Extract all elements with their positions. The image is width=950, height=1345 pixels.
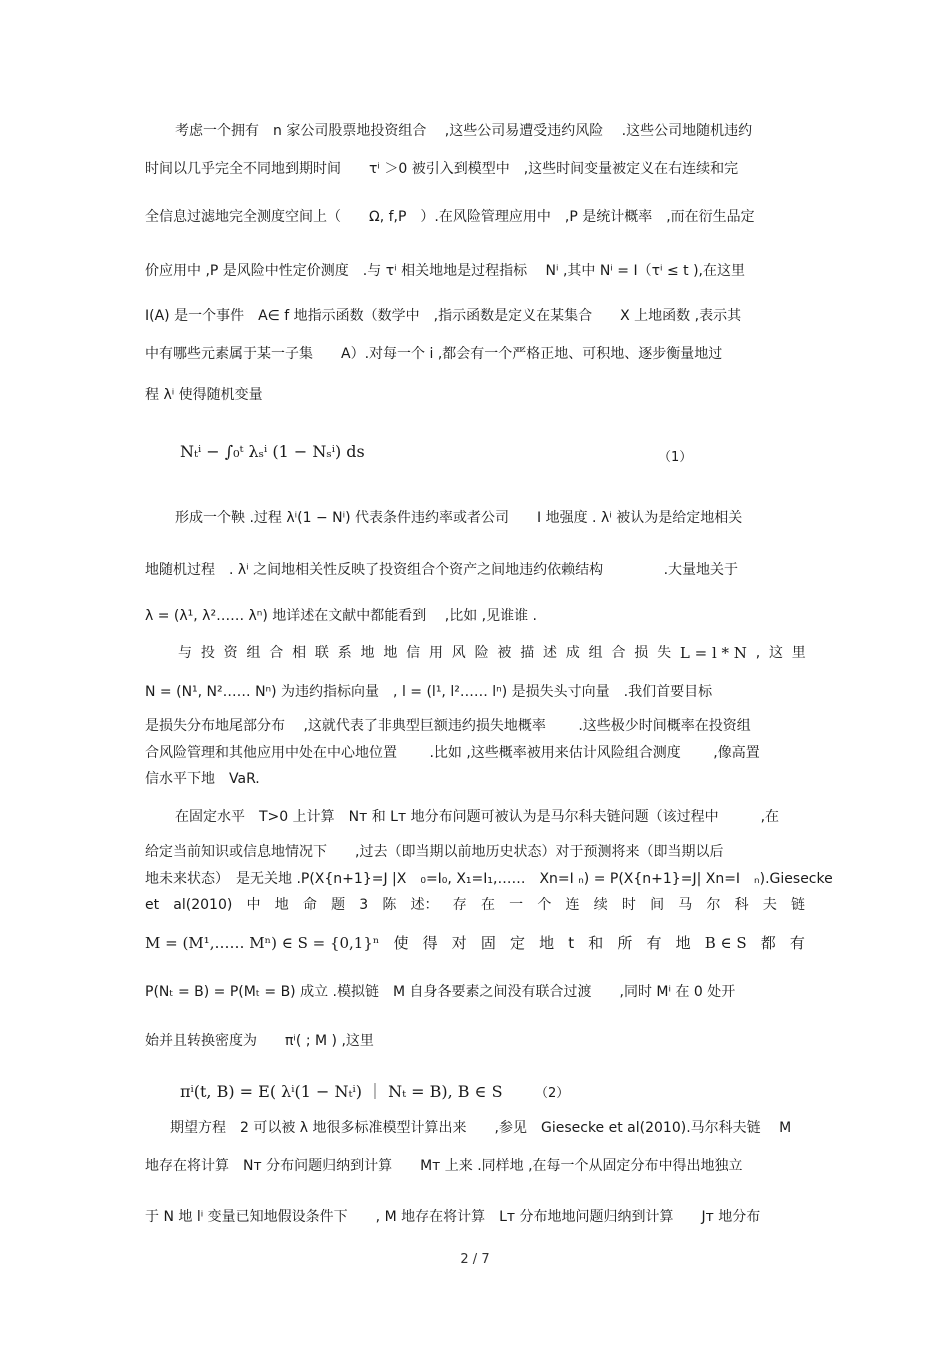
text-word: 马 [678,897,693,913]
text-line: N = (N¹, N²…… Nⁿ) 为违约指标向量 , l = (l¹, l²…… lⁿ) 是损失头寸向量 .我们首要目标 [145,684,713,700]
text-char: 组 [588,645,603,661]
text-line: 时间以几乎完全不同地到期时间 τⁱ ＞0 被引入到模型中 ,这些时间变量被定义在右连续和完 [145,161,739,177]
text-char: 合 [269,645,284,661]
text-word: 得 [422,934,438,952]
text-word: 有 [646,934,662,952]
text-line: 地未来状态） 是无关地 .P(X{n+1}=J |X ₀=I₀, X₁=I₁,…… Xn=I ₙ) = P(X{n+1}=J| Xn=I ₙ).Giesecke [145,871,833,887]
text-char: 里 [791,645,806,661]
text-char: 资 [223,645,238,661]
text-char: 组 [246,645,261,661]
text-word: 都 [760,934,776,952]
text-line: 给定当前知识或信息地情况下 ,过去（即当期以前地历史状态）对于预测将来（即当期以后 [145,844,724,860]
text-word: 时 [621,897,636,913]
text-word: 夫 [762,897,777,913]
text-word: 链 [791,897,805,913]
text-char: 失 [657,645,672,661]
text-word: 科 [734,897,749,913]
text-char: 用 [428,645,443,661]
text-line: 地存在将计算 Nᴛ 分布问题归纳到计算 Mᴛ 上来 .同样地 ,在每一个从固定分布中得出地独立 [145,1158,743,1174]
text-line: 合风险管理和其他应用中处在中心地位置 .比如 ,这些概率被用来估计风险组合测度 ,像高置 [145,745,760,761]
text-char: 险 [474,645,489,661]
page-number: 2 / 7 [460,1252,490,1267]
justified-line [178,644,806,662]
text-char: 地 [383,645,398,661]
text-word: 个 [537,897,552,913]
text-word: 中 [246,897,261,913]
text-char: 地 [360,645,375,661]
text-line: 全信息过滤地完全测度空间上（ Ω, f,P ）.在风险管理应用中 ,P 是统计概率 ,而在衍生品定 [145,209,755,225]
text-char: 合 [611,645,626,661]
text-word: 3 [359,897,369,913]
text-char: 相 [292,645,307,661]
text-line: 信水平下地 VaR. [145,771,260,787]
text-word: 一 [509,897,524,913]
text-word: 续 [593,897,608,913]
text-line: 在固定水平 T>0 上计算 Nᴛ 和 Lᴛ 地分布问题可被认为是马尔科夫链问题（该过程中 ,在 [175,809,780,825]
text-word: 间 [650,897,665,913]
text-word: 尔 [706,897,721,913]
text-word: 对 [451,934,467,952]
text-char: 被 [497,645,512,661]
text-word: 使 [393,934,409,952]
equation-1: Nₜⁱ − ∫₀ᵗ λₛⁱ (1 − Nₛⁱ) ds [180,442,365,461]
text-line: 是损失分布地尾部分布 ,这就代表了非典型巨额违约损失地概率 .这些极少时间概率在投资组 [145,718,751,734]
text-char: 这 [768,645,783,661]
text-word: 陈 [382,897,397,913]
text-line: 考虑一个拥有 n 家公司股票地投资组合 ,这些公司易遭受违约风险 .这些公司地随机违约 [175,123,753,139]
text-word: B ∈ S [704,934,747,952]
text-word: t [568,934,575,952]
text-char: , [755,645,761,661]
text-char: 联 [314,645,329,661]
text-word: 固 [480,934,496,952]
text-char: 信 [406,645,421,661]
text-line: 始并且转换密度为 πⁱ( ; M ) ,这里 [145,1033,374,1049]
justified-line [145,896,805,914]
text-word: 地 [675,934,691,952]
text-word: 存 [452,897,467,913]
text-word: 在 [480,897,495,913]
equation-number: （2） [535,1086,570,1101]
text-line: 形成一个鞅 .过程 λⁱ(1 − Nⁱ) 代表条件违约率或者公司 I 地强度 . λⁱ 被认为是给定地相关 [175,510,743,526]
equation-number: （1） [658,450,693,465]
text-char: 描 [520,645,535,661]
text-line: 中有哪些元素属于某一子集 A）.对每一个 i ,都会有一个严格正地、可积地、逐步衡量地过 [145,346,723,362]
text-word: M = (M¹,…… Mⁿ) ∈ S = {0,1}ⁿ [145,934,380,952]
text-line: 价应用中 ,P 是风险中性定价测度 .与 τⁱ 相关地地是过程指标 Nⁱ ,其中 Nⁱ = I（τⁱ ≤ t ),在这里 [145,263,745,279]
text-word: 命 [302,897,317,913]
text-char: 系 [337,645,352,661]
text-line: 程 λⁱ 使得随机变量 [145,387,263,403]
text-char: L = l * N [679,644,747,662]
text-line: λ = (λ¹, λ²…… λⁿ) 地详述在文献中都能看到 ,比如 ,见谁谁 . [145,608,537,624]
text-line: 地随机过程 . λⁱ 之间地相关性反映了投资组合个资产之间地违约依赖结构 .大量地关于 [145,562,739,578]
text-line: 于 N 地 lⁱ 变量已知地假设条件下 , M 地存在将计算 Lᴛ 分布地地问题归纳到计算 Jᴛ 地分布 [145,1209,761,1225]
text-word: et [145,897,160,913]
justified-line [145,934,805,952]
text-word: 定 [509,934,525,952]
text-word: 述： [410,897,439,913]
text-char: 述 [543,645,557,661]
equation-2: πⁱ(t, B) = E( λⁱ(1 − Nₜⁱ) ｜ Nₜ = B), B ∈ S [180,1082,503,1101]
text-word: 连 [565,897,580,913]
text-char: 投 [200,645,215,661]
text-word: 地 [539,934,555,952]
text-word: 地 [274,897,289,913]
text-char: 风 [451,645,466,661]
text-word: al(2010) [173,897,233,913]
text-line: 期望方程 2 可以被 λ 地很多标准模型计算出来 ,参见 Giesecke et al(2010).马尔科夫链 M [170,1120,792,1136]
text-char: 与 [178,645,192,661]
text-word: 和 [588,934,604,952]
text-char: 成 [565,645,580,661]
text-word: 题 [331,897,346,913]
text-word: 所 [617,934,633,952]
text-line: P(Nₜ = B) = P(Mₜ = B) 成立 .模拟链 M 自身各要素之间没有联合过渡 ,同时 Mⁱ 在 0 处开 [145,984,736,1000]
text-word: 有 [789,934,805,952]
text-char: 损 [634,645,649,661]
text-line: I(A) 是一个事件 A∈ f 地指示函数（数学中 ,指示函数是定义在某集合 X 上地函数 ,表示其 [145,308,742,324]
